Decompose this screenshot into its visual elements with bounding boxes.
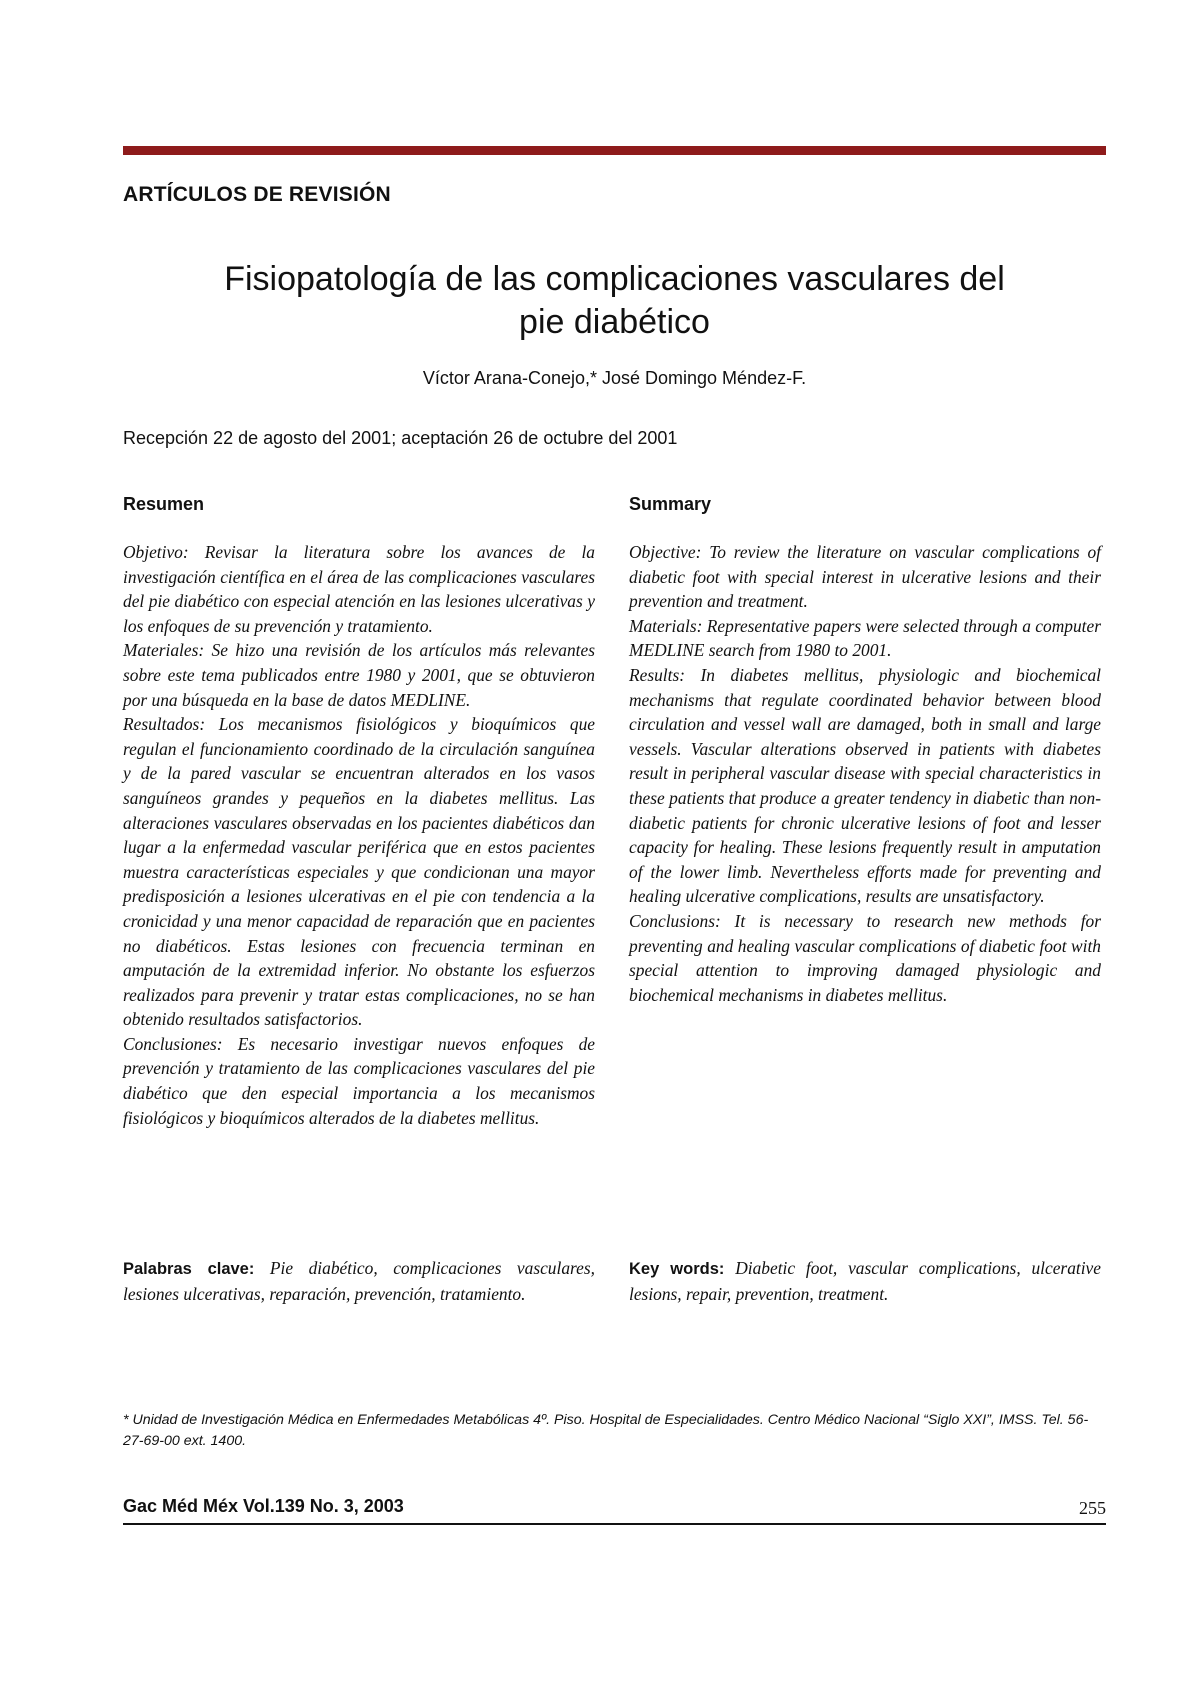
summary-heading: Summary (629, 494, 712, 514)
palabras-clave-text: Pie diabético, complicaciones vasculares, lesiones ulcerativas, reparación, prevención, tratamiento. (123, 1258, 595, 1304)
resumen-materiales: Materiales: Se hizo una revisión de los artículos más relevantes sobre este tema publicados entre 1980 y 2001, que se obtuvieron por una búsqueda en la base de datos MEDLINE. (123, 640, 595, 710)
page-number: 255 (1079, 1498, 1106, 1518)
summary-conclusions: Conclusions: It is necessary to research new methods for preventing and healing vascular complications of diabetic foot with special attention to improving damaged physiologic and biochemical mechanisms in diabetes mellitus. (629, 910, 1101, 1005)
reception-dates: Recepción 22 de agosto del 2001; aceptación 26 de octubre del 2001 (123, 428, 678, 448)
key-words-text: Diabetic foot, vascular complications, ulcerative lesions, repair, prevention, treatment. (629, 1258, 1101, 1304)
key-words (629, 1256, 1101, 1306)
footer-rule (123, 1523, 1106, 1525)
resumen-resultados: Resultados: Los mecanismos fisiológicos y bioquímicos que regulan el funcionamiento coordinado de la circulación sanguínea y de la pared vascular se encuentran alterados en los vasos sanguíneos grandes y pequeños en la diabetes mellitus. Las alteraciones vasculares observadas en los pacientes diabéticos dan lugar a la enfermedad vascular periférica que en estos pacientes muestra características especiales y que condicionan una mayor predisposición a lesiones ulcerativas en el pie con tendencia a la cronicidad y una menor capacidad de reparación que en pacientes no diabéticos. Estas lesiones con frecuencia terminan en amputación de la extremidad inferior. No obstante los esfuerzos realizados para prevenir y tratar estas complicaciones, no se han obtenido resultados satisfactorios. (123, 714, 595, 1030)
section-label: ARTÍCULOS DE REVISIÓN (123, 183, 391, 206)
summary-objective: Objective: To review the literature on vascular complications of diabetic foot with special interest in ulcerative lesions and their prevention and treatment. (629, 542, 1101, 612)
authors: Víctor Arana-Conejo,* José Domingo Méndez-F. (422, 368, 807, 388)
resumen-abstract (123, 540, 595, 1130)
resumen-objetivo: Objetivo: Revisar la literatura sobre los avances de la investigación científica en el área de las complicaciones vasculares del pie diabético con especial atención en las lesiones ulcerativas y los enfoques de su prevención y tratamiento. (123, 542, 595, 636)
key-words-label: Key words: (629, 1260, 725, 1278)
palabras-clave (123, 1256, 595, 1306)
title-line-1: Fisiopatología de las complicaciones vasculares del (224, 260, 1005, 298)
resumen-conclusiones: Conclusiones: Es necesario investigar nuevos enfoques de prevención y tratamiento de las complicaciones vasculares del pie diabético que den especial importancia a los mecanismos fisiológicos y bioquímicos alterados de la diabetes mellitus. (123, 1033, 595, 1128)
palabras-clave-label: Palabras clave: (123, 1260, 255, 1278)
affiliation-footnote: * Unidad de Investigación Médica en Enfermedades Metabólicas 4º. Piso. Hospital de Especialidades. Centro Médico Nacional “Siglo XXI”, IMSS. Tel. 56-27-69-00 ext. 1400. (123, 1412, 1089, 1449)
header-accent-rule (123, 146, 1106, 155)
article-title (123, 258, 1106, 344)
journal-citation: Gac Méd Méx Vol.139 No. 3, 2003 (123, 1496, 404, 1516)
summary-materials: Materials: Representative papers were selected through a computer MEDLINE search from 1980 to 2001. (629, 615, 1101, 661)
title-line-2: pie diabético (519, 303, 710, 341)
summary-abstract (629, 540, 1101, 1007)
summary-results: Results: In diabetes mellitus, physiologic and biochemical mechanisms that regulate coordinated behavior between blood circulation and vessel wall are damaged, both in small and large vessels. Vascular alterations observed in patients with diabetes result in peripheral vascular disease with special characteristics in these patients that produce a greater tendency in diabetic than non-diabetic patients for chronic ulcerative lesions of foot and lesser capacity for healing. These lesions frequently result in amputation of the lower limb. Nevertheless efforts made for preventing and healing ulcerative complications, results are unsatisfactory. (629, 664, 1101, 907)
resumen-heading: Resumen (123, 494, 205, 514)
